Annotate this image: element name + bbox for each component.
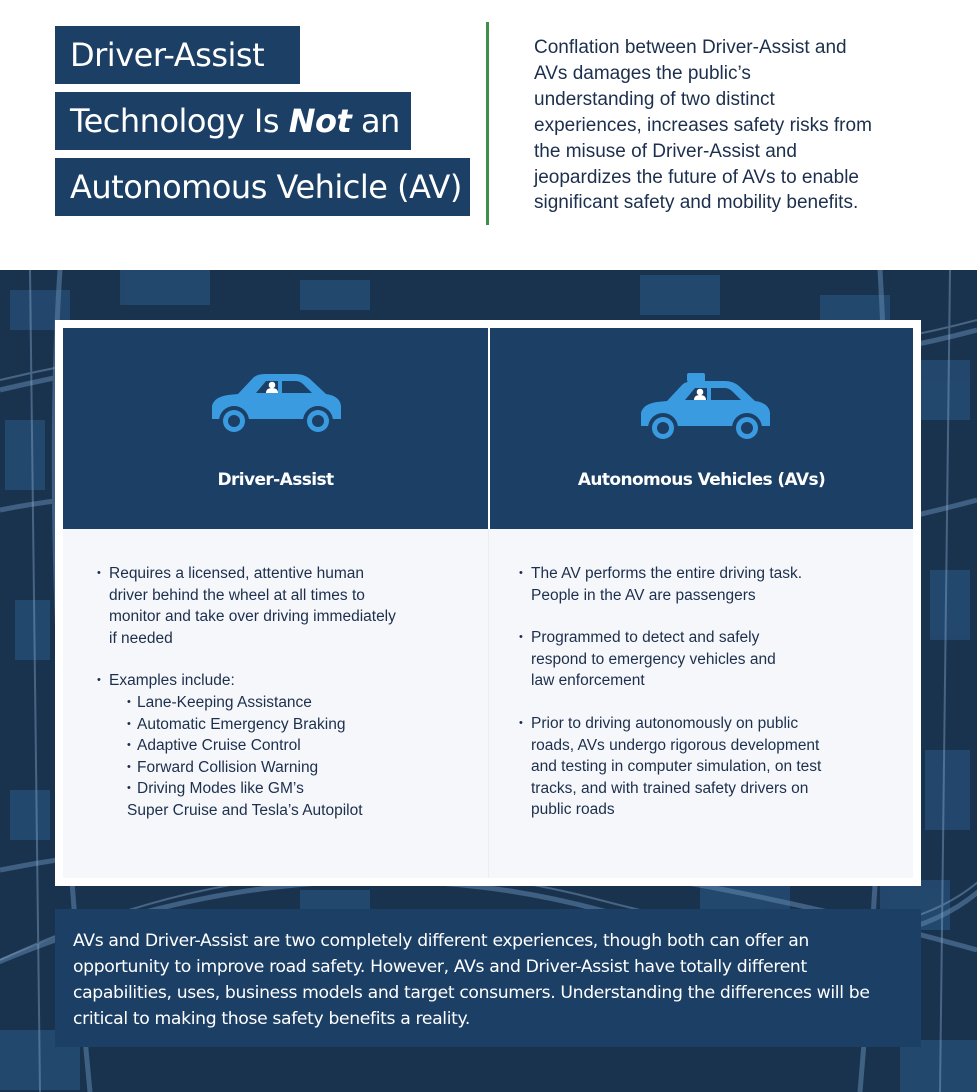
header-divider (486, 22, 489, 225)
av-body (488, 529, 913, 878)
example-item: • Lane-Keeping Assistance (99, 692, 396, 714)
driver-assist-column (63, 328, 488, 878)
summary-box (55, 909, 921, 1047)
example-item-continued: Super Cruise and Tesla’s Autopilot (127, 801, 363, 819)
summary-line: opportunity to improve road safety. However, AVs and Driver-Assist have totally different (73, 957, 807, 977)
car-icon (208, 373, 344, 438)
av-bullets (521, 563, 821, 821)
list-item: • The AV performs the entire driving task. People in the AV are passengers (521, 563, 821, 606)
summary-line: AVs and Driver-Assist are two completely different experiences, though both can offer an (73, 931, 809, 951)
headline-line-3: Autonomous Vehicle (AV) (55, 158, 470, 216)
driver-assist-body (63, 529, 489, 878)
autonomous-car-icon (637, 373, 773, 445)
headline-emphasis: Not (288, 102, 352, 140)
comparison-table (55, 320, 921, 886)
example-item: • Forward Collision Warning (99, 757, 396, 779)
av-column (488, 328, 913, 878)
av-title: Autonomous Vehicles (AVs) (577, 470, 826, 490)
example-item: • Driving Modes like GM’s (99, 778, 396, 800)
headline-line-1: Driver-Assist (55, 26, 300, 84)
summary-line: critical to making those safety benefits a reality. (73, 1009, 470, 1029)
driver-assist-title: Driver-Assist (217, 470, 334, 490)
list-item: • Prior to driving autonomously on public roads, AVs undergo rigorous development and testing in computer simulation, on test tracks, and with trained safety drivers on public roads (521, 713, 821, 821)
list-item: • Requires a licensed, attentive human driver behind the wheel at all times to monitor and take over driving immediately if needed (99, 563, 396, 649)
headline-line-2: Technology Is Not an (55, 92, 411, 150)
example-item: • Automatic Emergency Braking (99, 714, 396, 736)
intro-paragraph: Conflation between Driver-Assist and AVs damages the public’s understanding of two distinct experiences, increases safety risks from the misuse of Driver-Assist and jeopardizes the future of AVs to enable significant safety and mobility benefits. (534, 37, 872, 214)
driver-assist-header (63, 328, 488, 529)
driver-assist-bullets (99, 563, 396, 822)
example-item: • Adaptive Cruise Control (99, 735, 396, 757)
av-header (488, 328, 913, 529)
summary-line: capabilities, uses, business models and target consumers. Understanding the differences will be (73, 983, 870, 1003)
list-item: • Examples include: (99, 670, 396, 692)
list-item: • Programmed to detect and safely respond to emergency vehicles and law enforcement (521, 627, 821, 692)
